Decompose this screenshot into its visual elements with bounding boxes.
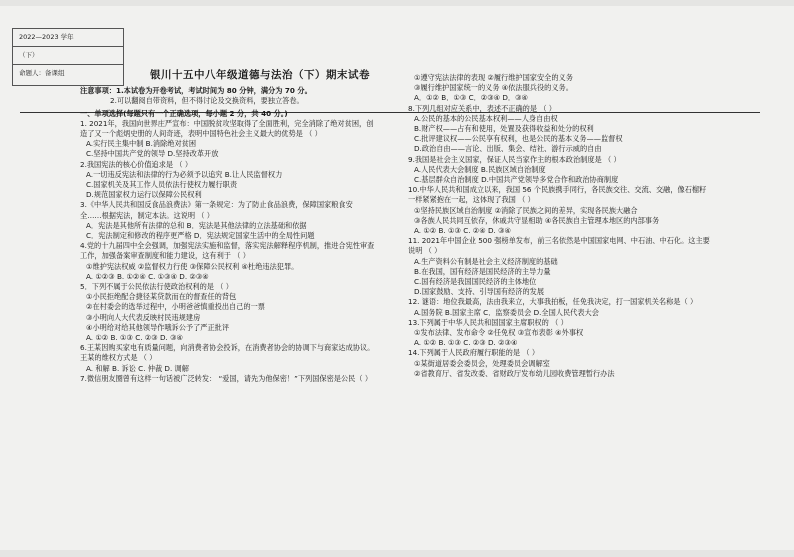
option-line: ④小明给对给其他领导作哦诉公予了严正批评 (86, 322, 230, 332)
option-line: A.一切违反宪法和法律的行为必须予以追究 B.让人民监督权力 (86, 169, 283, 179)
question-line: 说明 （ ） (408, 246, 442, 256)
question-line: 6.王某因购买家电有质量问题，向消费者协会投诉，在消费者协会的协调下与商家达成协议。 (80, 343, 375, 353)
question-line: 4.党的十九届四中全会强调，加强宪法实施和监督，落实宪法解释程序机制，推进合宪性审查 (80, 241, 375, 251)
option-line: A. 和解 B. 诉讼 C. 仲裁 D. 调解 (86, 363, 189, 373)
question-line: 7.微信朋友圈曾有这样一句话被广泛转发： “爱国，请先为他保密！”下列国保密是公民（ ） (80, 373, 373, 383)
exam-title: 银川十五中八年级道德与法治（下）期末试卷 (150, 69, 370, 81)
option-line: D.政治自由——言论、出版、集会、结社、游行示威的自由 (414, 144, 602, 154)
option-line: A．①② B．①③ C．②③④ D．③④ (414, 93, 528, 103)
option-line: D.规范国家权力运行以保障公民权利 (86, 190, 202, 200)
question-line: 造了又一个彪炳史册的人间奇迹，表明中国特色社会主义最大的优势是 （ ） (80, 129, 322, 139)
option-line: C.批评建议权——公民享有权利，也是公民的基本义务——监督权 (414, 134, 623, 144)
option-line: ①小民拒绝配合捷径某贷款而在的督查任的背包 (86, 292, 237, 302)
question-line: 工作，加强备案审查制度和能力建设，这有利于 （ ） (80, 251, 250, 261)
option-line: ①某街道居委会委员会，处理委员会调解室 (414, 358, 550, 368)
option-line: ①发布法律、发布命令 ②任免权 ③宣布表彰 ④外事权 (414, 328, 584, 338)
question-line: 10.中华人民共和国成立以来，我国 56 个民族携手同行，各民族交往、交流、交融，像石榴籽 (408, 185, 707, 195)
option-line: A. ①② B. ①③ C. ②③ D. ②③④ (414, 338, 518, 348)
question-line: 全……根据宪法，制定本法。这说明 （ ） (80, 210, 214, 220)
option-line: ③履行维护国家统一的义务 ④依法服兵役的义务。 (414, 83, 573, 93)
question-line: 12. 谜语：地位我最高，法由我来立，大事我拍板，任免我决定，打一国家机关名称是（ ） (408, 297, 698, 307)
school-year: 2022—2023 学年 (13, 29, 123, 47)
left-column (80, 70, 410, 384)
question-line: 5．下列不属于公民依法行使政治权利的是 （ ） (80, 282, 233, 292)
question-line: 9.我国是社会主义国家，保证人民当家作主的根本政治制度是 （ ） (408, 154, 621, 164)
section-heading: 一、单项选择(每题只有一个正确选项，每小题 2 分，共 40 分。) (80, 108, 288, 118)
option-line: A. ①② B. ①③ C. ②④ D. ③④ (414, 226, 511, 236)
option-line: ①维护宪法权威 ②监督权力行使 ③保障公民权利 ④杜绝违法犯罪。 (86, 261, 299, 271)
question-line: 一样紧紧抱在一起，这体现了我国 （ ） (408, 195, 535, 205)
option-line: A．宪法是其他所有法律的总和 B．宪法是其他法律的立法基础和依据 (86, 220, 307, 230)
note-line-2: 2.可以翻阅自带资料，但不得讨论及交换资料，要独立答卷。 (110, 96, 304, 106)
option-line: A.公民的基本的公民基本权利——人身自由权 (414, 113, 558, 123)
option-line: A.国务院 B.国家主席 C．监察委员会 D.全国人民代表大会 (414, 307, 599, 317)
question-line: 王某的维权方式是 （ ） (80, 353, 157, 363)
setter-label: 命题人：备课组 (19, 69, 65, 77)
option-line: C.坚持中国共产党的领导 D.坚持改革开放 (86, 149, 219, 159)
question-line: 3.《中华人民共和国反食品浪费法》第一条规定：为了防止食品浪费，保障国家粮食安 (80, 200, 353, 210)
question-line: 2.我国宪法的核心价值追求是 （ ） (80, 159, 193, 169)
option-line: ②在村委会的选举过程中，小明爸爸慎重投出自己的一票 (86, 302, 265, 312)
question-line: 8.下列几组对应关系中，表述不正确的是 （ ） (408, 103, 556, 113)
option-line: A.人民代表大会制度 B.民族区域自治制度 (414, 164, 546, 174)
option-line: A.生产资料公有制是社会主义经济制度的基础 (414, 256, 558, 266)
option-line: A. ①②③ B. ①②④ C. ①③④ D. ②③④ (86, 271, 209, 281)
option-line: ②省教育厅、省发改委、省财政厅发布幼儿园收费管理暂行办法 (414, 368, 615, 378)
option-line: A. ①② B. ①③ C. ②③ D. ③④ (86, 333, 183, 343)
term-label: （下） (13, 47, 123, 65)
question-line: 13.下列属于中华人民共和国国家主席职权的 （ ） (408, 317, 568, 327)
option-line: C.国有经济是我国国民经济的主体地位 (414, 277, 537, 287)
option-line: C．宪法制定和修改的程序更严格 D．宪法规定国家生活中的全局性问题 (86, 231, 315, 241)
option-line: C.国家机关及其工作人员依法行使权力履行职责 (86, 180, 238, 190)
option-line: B.财产权——占有和使用，处置及获得收益和处分的权利 (414, 124, 594, 134)
note-line-1: 注意事项：1.本试卷为开卷考试，考试时间为 80 分钟，满分为 70 分。 (80, 86, 312, 96)
option-line: ①遵守宪法法律的表现 ②履行维护国家安全的义务 (414, 73, 573, 82)
option-line: A.实行民主集中制 B.消除绝对贫困 (86, 139, 197, 149)
question-line: 14.下列属于人民政府履行职能的是 （ ） (408, 348, 540, 358)
option-line: C.基层群众自治制度 D.中国共产党领导多党合作和政治协商制度 (414, 175, 619, 185)
option-line: ③小明向人大代表反映村民违规建房 (86, 312, 201, 322)
right-column (408, 73, 778, 379)
option-line: D.国家鼓励、支持、引导国有经济的发展 (414, 287, 545, 297)
question-line: 11. 2021年中国企业 500 强榜单发布，前三名依然是中国国家电网、中石油、中石化。这主要 (408, 236, 710, 246)
option-line: B.在我国，国有经济是国民经济的主导力量 (414, 266, 551, 276)
option-line: ③各族人民共同互依存，休戚共守显相助 ④各民族自主管理本地区的内部事务 (414, 215, 660, 225)
question-line: 1. 2021年，我国向世界庄严宣布：中国脱贫攻坚取得了全面胜利，完全消除了绝对贫困，创 (80, 118, 374, 128)
option-line: ①坚持民族区域自治制度 ②消除了民族之间的差异，实现各民族大融合 (414, 205, 638, 215)
